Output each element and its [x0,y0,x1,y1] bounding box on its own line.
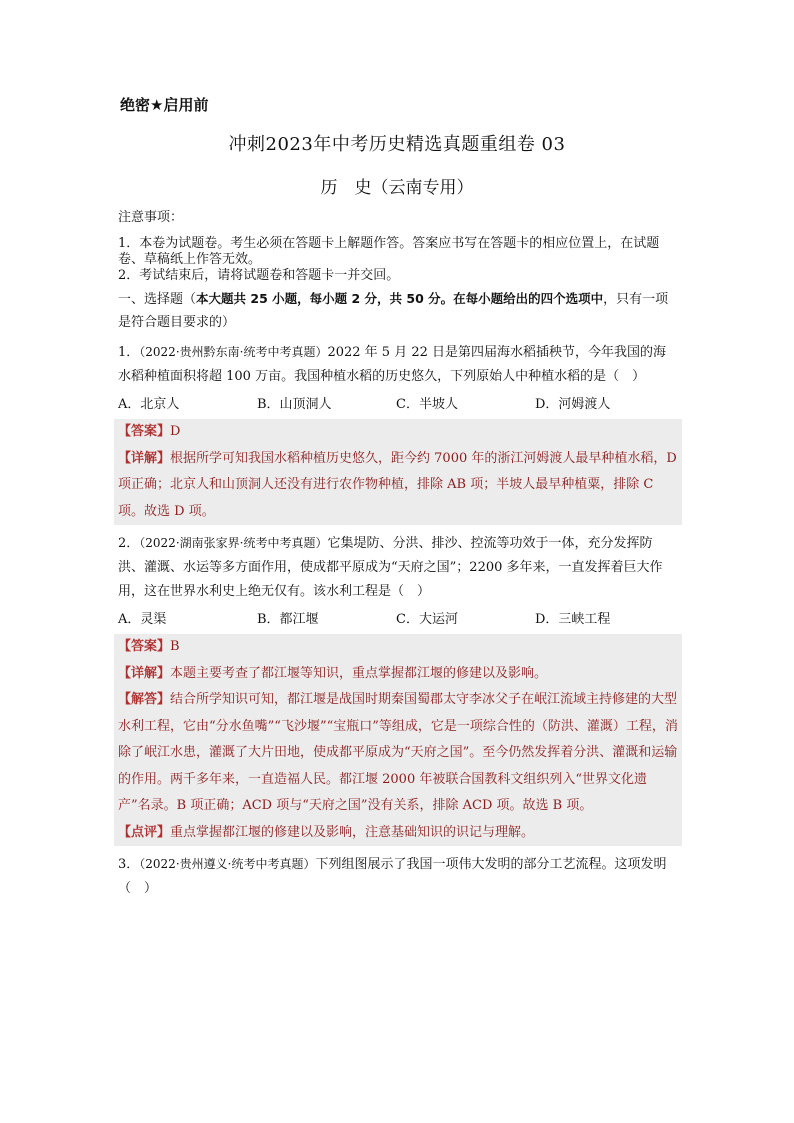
question-source: （2022·湖南张家界·统考中考真题） [139,536,328,550]
notice-label: 注意事项： [118,210,184,225]
detail-line: 【详解】本题主要考查了都江堰等知识，重点掌握都江堰的修建以及影响。 [118,665,548,681]
notice-item-1: 1．本卷为试题卷。考生必须在答题卡上解题作答。答案应书写在答题卡的相应位置上，在试题卷、草稿纸上作答无效。 [118,236,660,267]
answer-block [114,419,682,525]
option-c: C．大运河 [396,612,458,627]
option-d: D．三峡工程 [535,612,611,627]
exam-subtitle: 历 史（云南专用） [320,178,474,198]
option-c: C．半坡人 [396,397,458,412]
question-options [118,608,678,632]
question-stem: 1．（2022·贵州黔东南·统考中考真题）2022 年 5 月 22 日是第四届海水稻插秧节，今年我国的海水稻种植面积将超 100 万亩。我国种植水稻的历史悠久，下列原始人中种植水稻的是（ ） [118,345,667,384]
detail-line: 【详解】根据所学可知我国水稻种植历史悠久，距今约 7000 年的浙江河姆渡人最早种植水稻，D 项正确；北京人和山顶洞人还没有进行农作物种植，排除 AB 项；半坡人最早种植粟，排除 C 项。故选 D 项。 [118,450,677,519]
question-3 [118,852,678,901]
question-1 [118,340,678,525]
answer-block [114,634,682,846]
question-stem: 3．（2022·贵州遵义·统考中考真题）下列组图展示了我国一项伟大发明的部分工艺流程。这项发明（ ） [118,857,667,896]
confidential-mark: 绝密★启用前 [120,96,209,114]
solution-line: 【解答】结合所学知识可知，都江堰是战国时期秦国蜀郡太守李冰父子在岷江流域主持修建的大型水利工程，它由“分水鱼嘴”“飞沙堰”“宝瓶口”等组成，它是一项综合性的（防洪、灌溉）工程，消除了岷江水患，灌溉了大片田地，使成都平原成为“天府之国”。至今仍然发挥着分洪、灌溉和运输的作用。两千多年来，一直造福人民。都江堰 2000 年被联合国教科文组织列入“世界文化遗产”名录。B 项正确；ACD 项与“天府之国”没有关系，排除 ACD 项。故选 B 项。 [118,692,678,813]
answer-line: 【答案】B [118,639,180,654]
document-body [118,210,678,901]
answer-line: 【答案】D [118,424,181,439]
option-a: A．北京人 [118,397,180,412]
option-d: D．河姆渡人 [535,397,611,412]
question-source: （2022·贵州黔东南·统考中考真题） [139,345,328,359]
exam-title: 冲刺2023年中考历史精选真题重组卷 03 [228,134,566,155]
notice-item-2: 2．考试结束后，请将试题卷和答题卡一并交回。 [118,268,400,283]
question-source: （2022·贵州遵义·统考中考真题） [139,857,316,871]
question-stem: 2．（2022·湖南张家界·统考中考真题）它集堤防、分洪、排沙、控流等功效于一体，充分发挥防洪、灌溉、水运等多方面作用，使成都平原成为“天府之国”；2200 多年来，一直发挥着巨大作用，这在世界水利史上绝无仅有。该水利工程是（ ） [118,536,663,599]
comment-line: 【点评】重点掌握都江堰的修建以及影响，注意基础知识的识记与理解。 [118,824,535,840]
option-b: B．山顶洞人 [257,397,332,412]
question-2 [118,531,678,846]
question-options [118,393,678,417]
section-heading: 一、选择题（本大题共 25 小题，每小题 2 分，共 50 分。在每小题给出的四个选项中，只有一项是符合题目要求的） [118,291,669,330]
option-a: A．灵渠 [118,612,167,627]
option-b: B．都江堰 [257,612,319,627]
